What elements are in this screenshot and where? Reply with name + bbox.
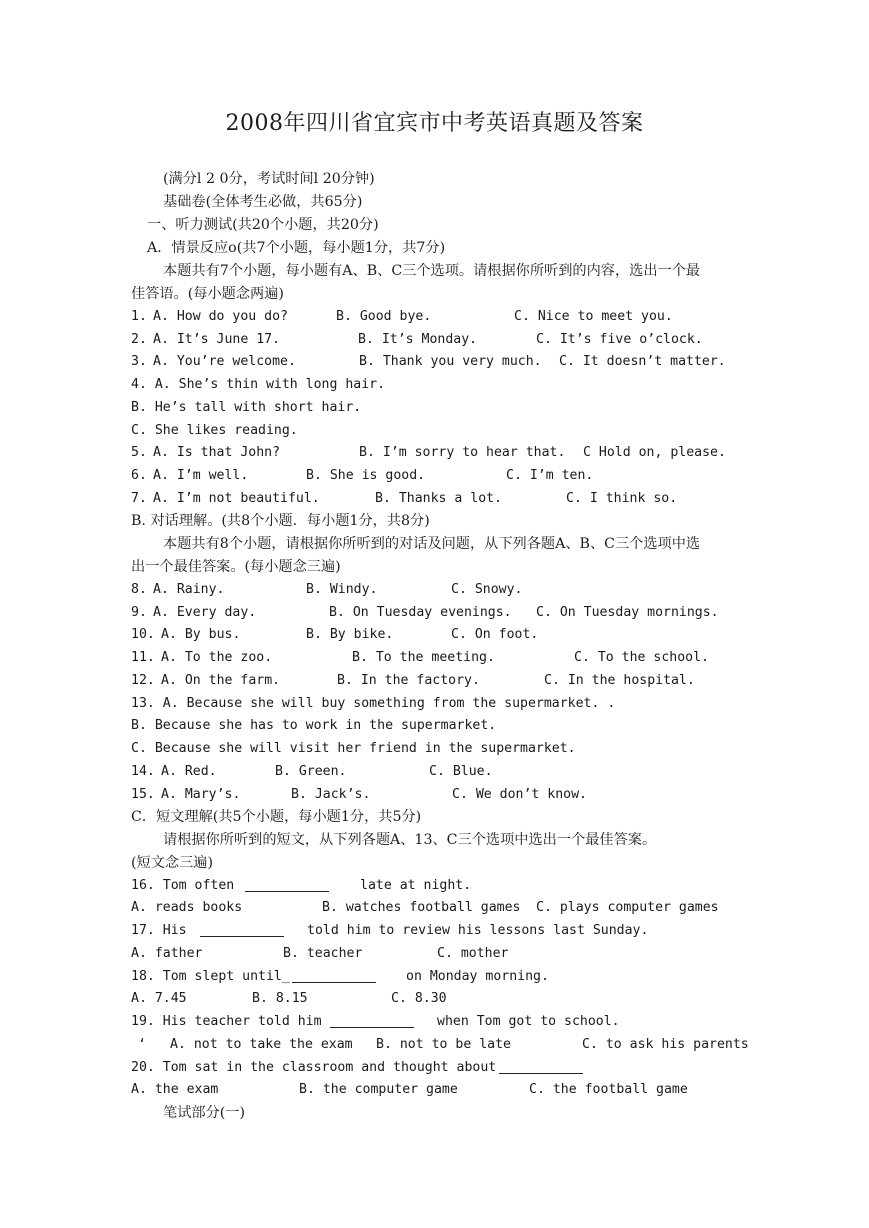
question-8: 8. A. Rainy. B. Windy. C. Snowy. bbox=[131, 582, 523, 597]
basic-volume-note: 基础卷(全体考生必做，共65分) bbox=[163, 194, 363, 210]
part-a-heading: A．情景反应o(共7个小题，每小题1分，共7分) bbox=[147, 240, 446, 256]
exam-info: (满分l 2 0分，考试时间l 20分钟) bbox=[163, 171, 375, 187]
question-18: 18. Tom slept until_ on Monday morning. bbox=[131, 969, 549, 984]
question-16: 16. Tom often late at night. bbox=[131, 878, 472, 893]
question-13-option-b: B. Because she has to work in the supermarket. bbox=[131, 718, 497, 733]
question-13: 13. A. Because she will buy something from the supermarket. . bbox=[131, 696, 616, 711]
answer-blank-16 bbox=[245, 879, 329, 892]
question-20: 20. Tom sat in the classroom and thought about bbox=[131, 1059, 496, 1077]
part-a-instructions: 本题共有7个小题，每小题有A、B、C三个选项。请根据你所听到的内容，选出一个最 bbox=[163, 263, 701, 279]
part-a-instructions-cont: 佳答语。(每小题念两遍) bbox=[131, 286, 284, 302]
question-11: 11. A. To the zoo. B. To the meeting. C. To the school. bbox=[131, 650, 709, 665]
question-1: 1. A. How do you do? B. Good bye. C. Nice to meet you. bbox=[131, 309, 673, 324]
question-20-options: A. the exam B. the computer game C. the football game bbox=[131, 1082, 688, 1097]
question-7: 7. A. I’m not beautiful. B. Thanks a lot. C. I think so. bbox=[131, 491, 678, 506]
page-title: 2008年四川省宜宾市中考英语真题及答案 bbox=[225, 111, 644, 136]
question-3: 3. A. You’re welcome. B. Thank you very much. C. It doesn’t matter. bbox=[131, 354, 726, 369]
question-13-option-c: C. Because she will visit her friend in the supermarket. bbox=[131, 741, 576, 756]
answer-blank-18 bbox=[292, 970, 376, 983]
question-10: 10. A. By bus. B. By bike. C. On foot. bbox=[131, 627, 539, 642]
question-18-options: A. 7.45 B. 8.15 C. 8.30 bbox=[131, 991, 447, 1006]
part-c-instructions-cont: (短文念三遍) bbox=[131, 855, 214, 871]
answer-blank-17 bbox=[200, 924, 284, 937]
question-4: 4. A. She’s thin with long hair. bbox=[131, 377, 386, 392]
part-b-instructions: 本题共有8个小题，请根据你所听到的对话及问题，从下列各题A、B、C三个选项中选 bbox=[163, 536, 701, 552]
part-c-instructions: 请根据你所听到的短文，从下列各题A、13、C三个选项中选出一个最佳答案。 bbox=[163, 832, 657, 848]
question-5: 5. A. Is that John? B. I’m sorry to hear that. C Hold on, please. bbox=[131, 445, 726, 460]
answer-blank-20 bbox=[499, 1061, 583, 1074]
question-14: 14. A. Red. B. Green. C. Blue. bbox=[131, 764, 493, 779]
part-b-heading: B. 对话理解。(共8个小题．每小题1分，共8分) bbox=[131, 513, 430, 529]
question-12: 12. A. On the farm. B. In the factory. C. In the hospital. bbox=[131, 673, 695, 688]
question-6: 6. A. I’m well. B. She is good. C. I’m ten. bbox=[131, 468, 594, 483]
part-c-heading: C．短文理解(共5个小题，每小题1分，共5分) bbox=[131, 809, 422, 825]
question-16-options: A. reads books B. watches football games C. plays computer games bbox=[131, 900, 719, 915]
answer-blank-19 bbox=[330, 1015, 414, 1028]
question-19: 19. His teacher told him when Tom got to school. bbox=[131, 1014, 620, 1029]
question-15: 15. A. Mary’s. B. Jack’s. C. We don’t know. bbox=[131, 787, 587, 802]
question-19-options: ‘ A. not to take the exam B. not to be late C. to ask his parents bbox=[138, 1037, 749, 1052]
question-2: 2. A. It’s June 17. B. It’s Monday. C. It’s five o’clock. bbox=[131, 332, 703, 347]
part-b-instructions-cont: 出一个最佳答案。(每小题念三遍) bbox=[131, 559, 341, 575]
question-4-option-c: C. She likes reading. bbox=[131, 423, 298, 438]
question-17: 17. His told him to review his lessons last Sunday. bbox=[131, 923, 649, 938]
question-17-options: A. father B. teacher C. mother bbox=[131, 946, 509, 961]
section-listening-heading: 一、听力测试(共20个小题，共20分) bbox=[147, 217, 379, 233]
question-4-option-b: B. He’s tall with short hair. bbox=[131, 400, 362, 415]
question-9: 9. A. Every day. B. On Tuesday evenings. C. On Tuesday mornings. bbox=[131, 605, 719, 620]
written-part-heading: 笔试部分(一) bbox=[163, 1105, 246, 1121]
